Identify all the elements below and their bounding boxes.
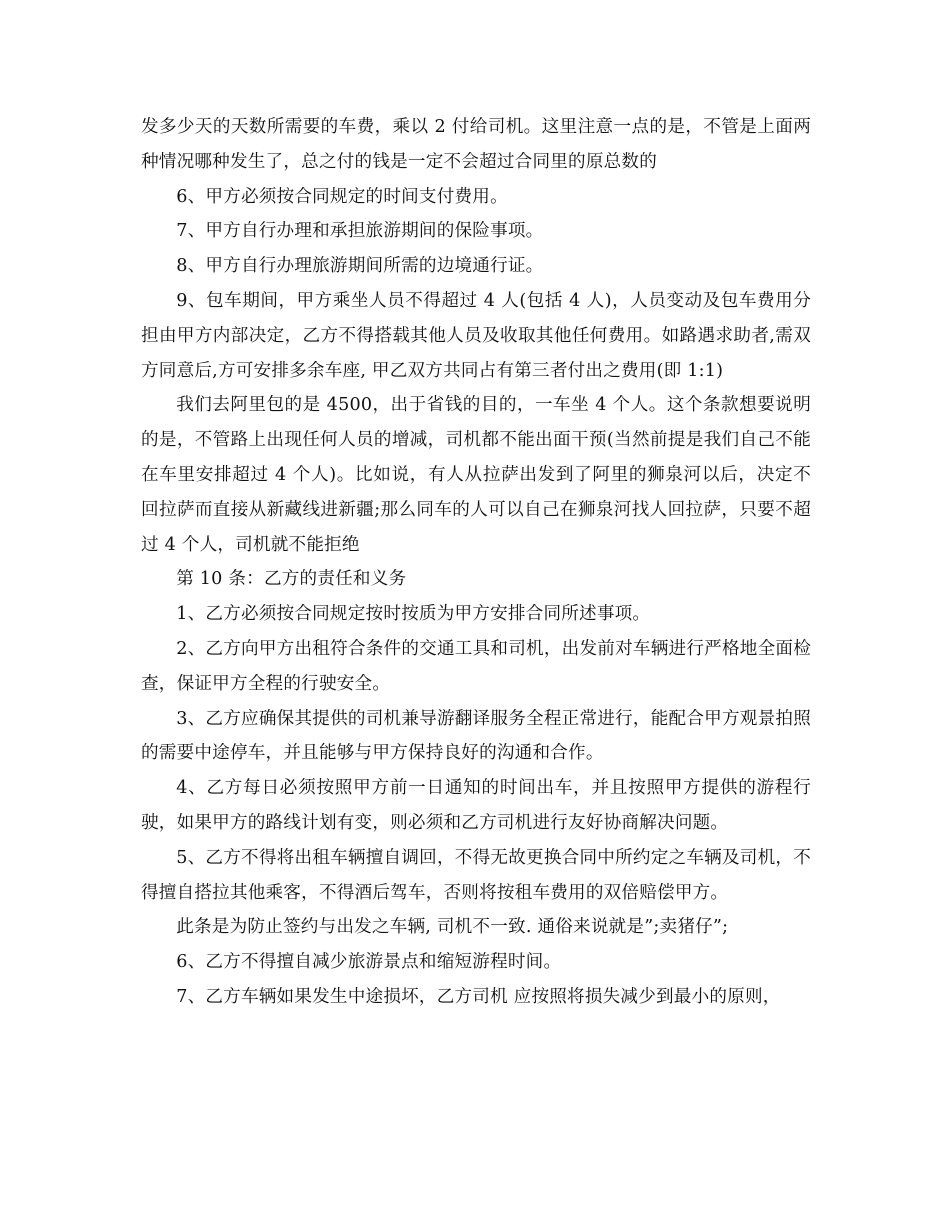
document-body	[141, 110, 811, 1015]
paragraph-5: 9、包车期间，甲方乘坐人员不得超过 4 人(包括 4 人)，人员变动及包车费用分担由甲方内部决定，乙方不得搭载其他人员及收取其他任何费用。如路遇求助者,需双方同意后,方可安排多余车座, 甲乙双方共同占有第三者付出之费用(即 1:1)	[141, 290, 811, 381]
paragraph-4: 8、甲方自行办理旅游期间所需的边境通行证。	[176, 256, 544, 277]
paragraph-14: 6、乙方不得擅自减少旅游景点和缩短游程时间。	[176, 952, 562, 973]
paragraph-6: 我们去阿里包的是 4500，出于省钱的目的，一车坐 4 个人。这个条款想要说明的是，不管路上出现任何人员的增减，司机都不能出面干预(当然前提是我们自己不能在车里安排超过 4 个人)。比如说，有人从拉萨出发到了阿里的狮泉河以后，决定不回拉萨而直接从新藏线进新疆;那么同车的人可以自己在狮泉河找人回拉萨，只要不超过 4 个人，司机就不能拒绝	[141, 395, 811, 555]
paragraph-12: 5、乙方不得将出租车辆擅自调回，不得无故更换合同中所约定之车辆及司机，不得擅自搭拉其他乘客，不得酒后驾车，否则将按租车费用的双倍赔偿甲方。	[141, 847, 811, 903]
section-heading-10: 第 10 条：乙方的责任和义务	[176, 569, 407, 590]
paragraph-1: 发多少天的天数所需要的车费，乘以 2 付给司机。这里注意一点的是，不管是上面两种情况哪种发生了，总之付的钱是一定不会超过合同里的原总数的	[141, 117, 811, 172]
paragraph-2: 6、甲方必须按合同规定的时间支付费用。	[176, 186, 508, 207]
paragraph-13: 此条是为防止签约与出发之车辆, 司机不一致. 通俗来说就是”;卖猪仔”;	[176, 917, 729, 938]
paragraph-15: 7、乙方车辆如果发生中途损坏，乙方司机 应按照将损失减少到最小的原则，	[176, 986, 781, 1007]
paragraph-11: 4、乙方每日必须按照甲方前一日通知的时间出车，并且按照甲方提供的游程行驶，如果甲方的路线计划有变，则必须和乙方司机进行友好协商解决问题。	[141, 778, 811, 833]
paragraph-10: 3、乙方应确保其提供的司机兼导游翻译服务全程正常进行，能配合甲方观景拍照的需要中途停车，并且能够与甲方保持良好的沟通和合作。	[141, 708, 811, 764]
paragraph-9: 2、乙方向甲方出租符合条件的交通工具和司机，出发前对车辆进行严格地全面检查，保证甲方全程的行驶安全。	[141, 638, 811, 694]
paragraph-8: 1、乙方必须按合同规定按时按质为甲方安排合同所述事项。	[176, 604, 651, 625]
paragraph-3: 7、甲方自行办理和承担旅游期间的保险事项。	[176, 221, 544, 242]
